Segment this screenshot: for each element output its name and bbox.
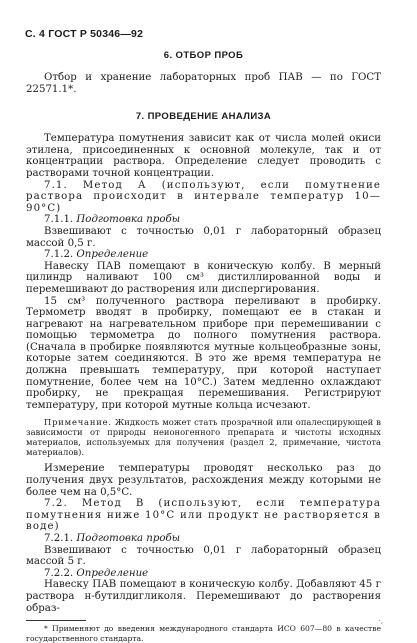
clause-7-2-2-text: Навеску ПАВ помещают в коническую колбу. Добавляют 45 г раствора н-бутилдигликоля. Перемешивают до растворения образ-	[26, 579, 381, 614]
clause-7-2-1-text: Взвешивают с точностью 0,01 г лабораторный образец массой 5 г.	[26, 544, 381, 568]
page-header	[25, 28, 143, 40]
clause-7-1-1-heading	[26, 214, 381, 226]
clause-7-2-1-label: 7.2.1.	[44, 533, 74, 544]
corner-mark: ·‚	[378, 617, 383, 625]
note-text: Жидкость может стать прозрачной или опалесцирующей в зависимости от природы неионогенного препарата и чистоты исходных материалов, используемых для получения (раздел 2, примечание, чистота материалов).	[26, 417, 381, 458]
clause-7-1-2-heading	[26, 249, 381, 261]
footnote: * Применяют до введения международного стандарта ИСО 607—80 в качестве государственного стандарта.	[26, 624, 381, 643]
clause-7-2-2-label: 7.2.2.	[44, 567, 74, 579]
clause-7-1-2-label: 7.1.2.	[44, 249, 74, 261]
clause-7-1-2-title: Определение	[76, 249, 149, 261]
clause-7-2-1-title: Подготовка пробы	[76, 533, 181, 544]
clause-7-1-2-text-1: Навеску ПАВ помещают в коническую колбу. В мерный цилиндр наливают 100 см³ дистиллированной воды и перемешивают до растворения или диспергирования.	[26, 260, 381, 295]
page-number: С. 4	[25, 28, 46, 40]
section-6-title: 6. ОТБОР ПРОБ	[163, 50, 244, 61]
clause-7-1-1-title: Подготовка пробы	[76, 214, 181, 226]
method-b-heading: 7.2. Метод В (используют, если температура помутнения ниже 10°С или продукт не растворяется в воде)	[26, 498, 381, 533]
standard-number: ГОСТ Р 50346—92	[48, 28, 144, 40]
footnote-divider	[26, 620, 86, 621]
clause-7-1-2-text-2: 15 см³ полученного раствора переливают в пробирку. Термометр вводят в пробирку, помещают ее в стакан и нагревают на нагревательном приборе при перемешивании с помощью термометра до полного помутнения раствора. (Сначала в пробирке появляются мутные кольцеобразные зоны, которые затем соединяются. В это же время температура не должна превышать температуру, при которой наступает помутнение, более чем на 10°С.) Затем медленно охлаждают пробирку, не прекращая перемешивания. Регистрируют температуру, при которой мутные кольца исчезают.	[26, 295, 381, 411]
document-body	[26, 50, 381, 643]
clause-7-2-2-heading	[26, 568, 381, 580]
section-7-title: 7. ПРОВЕДЕНИЕ АНАЛИЗА	[135, 111, 272, 123]
clause-7-2-2-title: Определение	[76, 567, 149, 579]
section-6-text: Отбор и хранение лабораторных проб ПАВ — по ГОСТ 22571.1*.	[26, 72, 381, 95]
measurement-text: Измерение температуры проводят несколько раз до получения двух результатов, расхождения между которыми не более чем на 0,5°С.	[26, 463, 381, 498]
clause-7-1-1-label: 7.1.1.	[44, 214, 74, 226]
clause-7-1-1-text: Взвешивают с точностью 0,01 г лабораторный образец массой 0,5 г.	[26, 225, 381, 249]
section-7-intro: Температура помутнения зависит как от числа молей окиси этилена, присоединенных к основной молекуле, так и от концентрации раствора. Определение следует проводить с растворами точной концентрации.	[26, 133, 381, 179]
note-label: Примечание.	[44, 417, 112, 428]
note-paragraph	[26, 417, 381, 457]
method-a-heading: 7.1. Метод А (используют, если помутнение раствора происходит в интервале температур 10—90°С)	[26, 179, 381, 214]
clause-7-2-1-heading	[26, 533, 381, 545]
